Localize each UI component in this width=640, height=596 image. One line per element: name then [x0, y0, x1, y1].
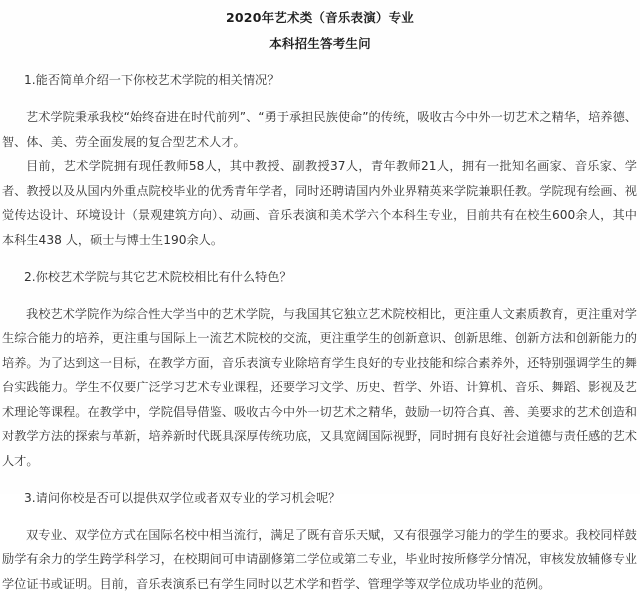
faq-question-2: 2.你校艺术学院与其它艺术院校相比有什么特色？ — [24, 269, 292, 284]
page-subtitle: 本科招生答考生问 — [269, 36, 371, 51]
page-title: 2020年艺术类（音乐表演）专业 — [226, 10, 414, 25]
faq-question-3: 3.请问你校是否可以提供双学位或者双专业的学习机会呢？ — [24, 490, 341, 505]
document-body — [0, 68, 640, 596]
faq-answer-2-paragraph-1: 我校艺术学院作为综合性大学当中的艺术学院，与我国其它独立艺术院校相比，更注重人文素质教育，更注重对学生综合能力的培养，更注重与国际上一流艺术院校的交流，更注重学生的创新意识、创新思维、创新方法和创新能力的培养。为了达到这一目标，在教学方面，音乐表演专业除培育学生良好的专业技能和综合素养外，还特别强调学生的舞台实践能力。学生不仅要广泛学习艺术专业课程，还要学习文学、历史、哲学、外语、计算机、音乐、舞蹈、影视及艺术理论等课程。在教学中，学院倡导借鉴、吸收古今中外一切艺术之精华，鼓励一切符合真、善、美要求的艺术创造和对教学方法的探索与革新，培养新时代既具深厚传统功底，又具宽阔国际视野，同时拥有良好社会道德与责任感的艺术人才。 — [2, 306, 637, 469]
faq-answer-3-paragraph-1: 双专业、双学位方式在国际名校中相当流行，满足了既有音乐天赋，又有很强学习能力的学生的要求。我校同样鼓励学有余力的学生跨学科学习，在校期间可申请副修第二学位或第二专业，毕业时按所修学分情况，审核发放辅修专业学位证书或证明。目前，音乐表演系已有学生同时以艺术学和哲学、管理学等双学位成功毕业的范例。 — [2, 527, 637, 591]
faq-answer-1-paragraph-2: 目前，艺术学院拥有现任教师58人，其中教授、副教授37人，青年教师21人，拥有一批知名画家、音乐家、学者、教授以及从国内外重点院校毕业的优秀青年学者，同时还聘请国内外业界精英来学院兼职任教。学院现有绘画、视觉传达设计、环境设计（景观建筑方向）、动画、音乐表演和美术学六个本科生专业，目前共有在校生600余人，其中本科生438 人，硕士与博士生190余人。 — [2, 159, 637, 247]
faq-answer-1-paragraph-1: 艺术学院秉承我校“始终奋进在时代前列”、“勇于承担民族使命”的传统，吸收古今中外一切艺术之精华，培养德、智、体、美、劳全面发展的复合型艺术人才。 — [2, 109, 637, 149]
faq-question-1: 1.能否简单介绍一下你校艺术学院的相关情况？ — [24, 73, 280, 88]
document-header — [0, 0, 640, 56]
